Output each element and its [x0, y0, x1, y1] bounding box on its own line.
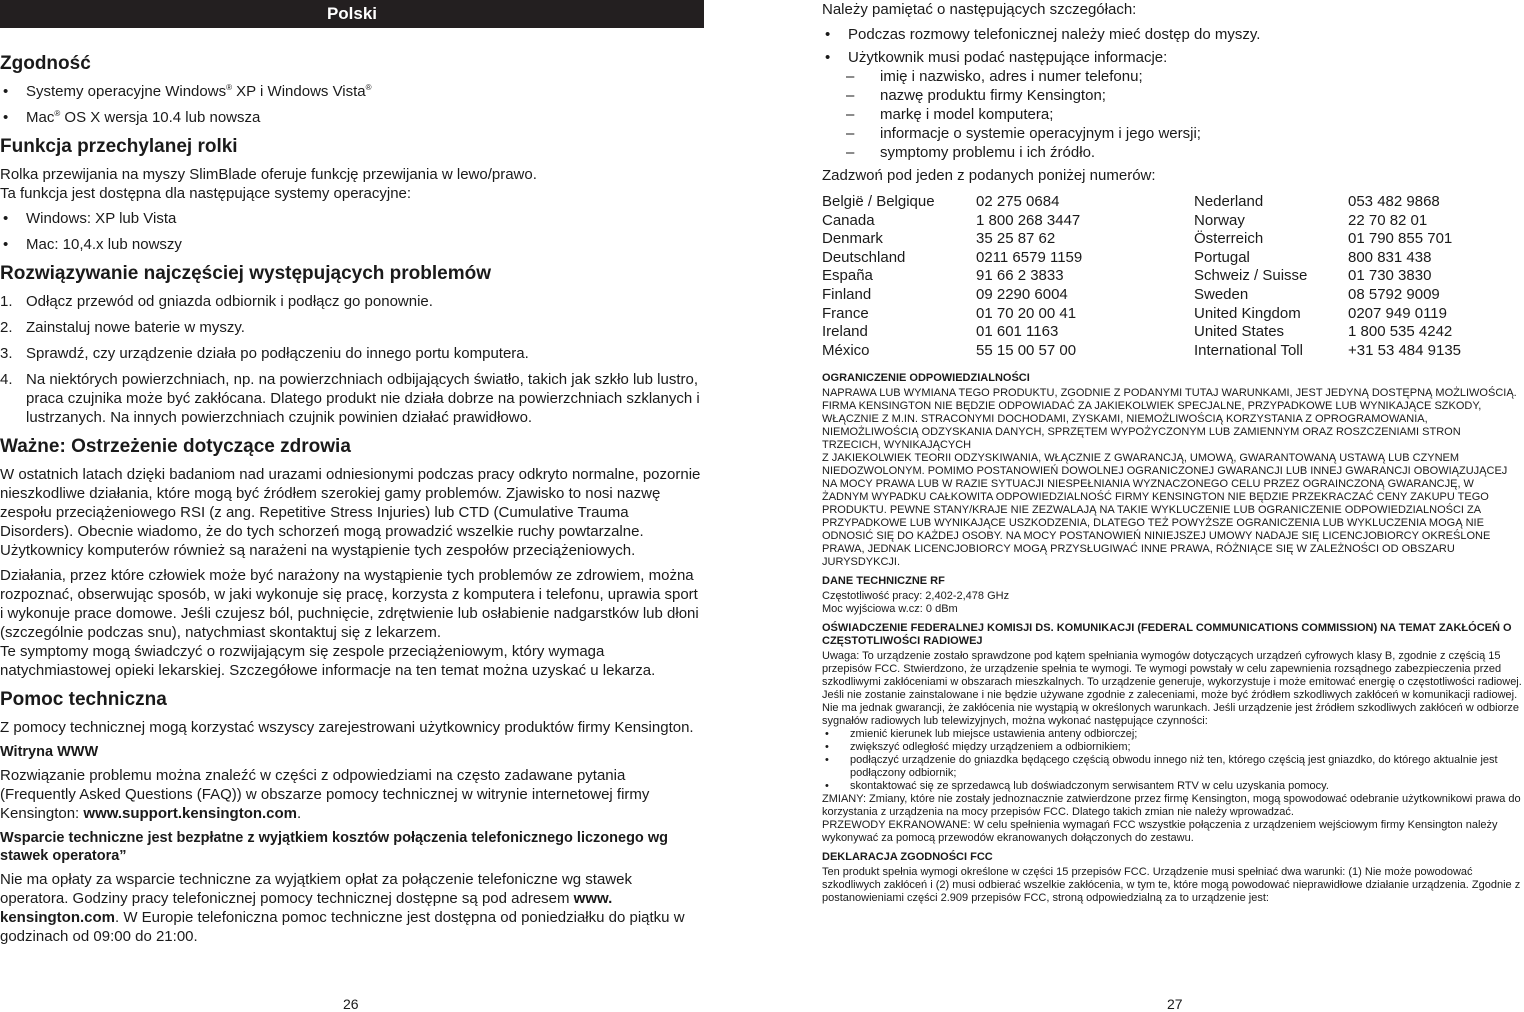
list-item: • Systemy operacyjne Windows® XP i Windows Vista® — [0, 82, 704, 101]
list-item: • Mac: 10,4.x lub nowszy — [0, 235, 704, 254]
phone-number: 09 2290 6004 — [976, 285, 1068, 303]
tilt-line-2: Ta funkcja jest dostępna dla następujące systemy operacyjne: — [0, 185, 412, 202]
page-number-right: 27 — [1167, 996, 1183, 1012]
liability-block — [822, 372, 1522, 569]
list-item: – informacje o systemie operacyjnym i jego wersji; — [822, 124, 1522, 143]
country: Österreich — [1194, 230, 1264, 248]
liability-text-1: NAPRAWA LUB WYMIANA TEGO PRODUKTU, ZGODNIE Z PODANYMI TUTAJ WARUNKAMI, JEST JEDYNĄ DOSTĘPNĄ MOŻLIWOŚCIĄ. FIRMA KENSINGTON NIE BĘDZIE ODPOWIADAĆ ZA JAKIEKOLWIEK SPECJALNE, PRZYPADKOWE LUB WYNIKAJĄCE SZKODY, WŁĄCZNIE Z M.IN. STRACONYMI DOCHODAMI, ZYSKAMI, NIEMOŻLIWOŚCIĄ KORZYSTANIA Z OPROGRAMOWANIA, NIEMOŻLIWOŚCIĄ ODZYSKANIA DANYCH, SPRZĘTEM WYPOŻYCZONYM LUB ZAMIENNYM ORAZ ROSZCZENIAMI STRON TRZECICH, WYNIKAJĄCYCH — [822, 387, 1517, 452]
legal-section — [822, 372, 1522, 905]
phone-number: 053 482 9868 — [1348, 193, 1440, 210]
phone-number: 35 25 87 62 — [976, 230, 1056, 248]
phone-number: 01 601 1163 — [976, 323, 1059, 341]
phone-number: 1 800 268 3447 — [976, 211, 1081, 229]
list-item: 2. Zainstaluj nowe baterie w myszy. — [0, 319, 245, 336]
country: France — [822, 304, 869, 322]
free-support-subtitle: Wsparcie techniczne jest bezpłatne z wyjątkiem kosztów połączenia telefonicznego liczonego wg stawek operatora” — [0, 830, 668, 864]
phone-number: 22 70 82 01 — [1348, 211, 1428, 229]
compatibility-title: Zgodność — [0, 53, 91, 74]
rf-block — [822, 575, 1522, 616]
language-label: Polski — [326, 4, 378, 23]
country: Denmark — [822, 230, 883, 248]
list-item: • zwiększyć odległość między urządzeniem a odbiornikiem; — [822, 741, 1522, 754]
country: International Toll — [1194, 341, 1303, 359]
country: United States — [1194, 323, 1285, 341]
page-number-left: 26 — [343, 996, 359, 1012]
list-item: • Użytkownik musi podać następujące informacje: — [822, 48, 1522, 67]
phone-number: 01 70 20 00 41 — [976, 304, 1077, 322]
country: Portugal — [1194, 248, 1250, 266]
health-section — [0, 435, 704, 680]
declaration-title: DEKLARACJA ZGODNOŚCI FCC — [822, 851, 993, 864]
phone-number: 0207 949 0119 — [1348, 304, 1447, 322]
fcc-shielded-cables: PRZEWODY EKRANOWANE: W celu spełnienia wymagań FCC wszystkie połączenia z urządzeniem wejściowym firmy Kensington należy wykonywać za pomocą przewodów ekranowanych dołączonych do zestawu. — [822, 819, 1498, 845]
web-paragraph: Rozwiązanie problemu można znaleźć w części z odpowiedziami na często zadawane pytania (Frequently Asked Questions (FAQ)) w obszarze pomocy technicznej w witrynie internetowej firmy Kensington: www.support.kensington.com. — [0, 767, 650, 822]
list-item: • Mac® OS X wersja 10.4 lub nowsza — [0, 108, 704, 127]
list-item: • podłączyć urządzenie do gniazdka będącego częścią obwodu innego niż ten, którego częścią jest gniazdko, do którego aktualnie jest podłączony odbiornik; — [822, 754, 1522, 780]
list-item: • zmienić kierunek lub miejsce ustawienia anteny odbiorczej; — [822, 728, 1522, 741]
country: Deutschland — [822, 248, 906, 266]
language-header-bar — [0, 0, 704, 28]
health-paragraph-3: Te symptomy mogą świadczyć o rozwijającym się zespole przeciążeniowym, który wymaga natychmiastowej opieki lekarskiej. Szczegółowe informacje na ten temat można uzyskać u lekarza. — [0, 643, 656, 679]
list-item: 1. Odłącz przewód od gniazda odbiornik i podłącz go ponownie. — [0, 293, 433, 310]
troubleshooting-section — [0, 262, 704, 427]
country: Finland — [822, 285, 872, 303]
rf-frequency: Częstotliwość pracy: 2,402-2,478 GHz — [822, 590, 1010, 603]
remember-heading: Należy pamiętać o następujących szczegółach: — [822, 1, 1137, 18]
phone-number: 01 790 855 701 — [1348, 230, 1453, 248]
phone-number: 1 800 535 4242 — [1348, 323, 1453, 341]
fcc-title: OŚWIADCZENIE FEDERALNEJ KOMISJI DS. KOMUNIKACJI (FEDERAL COMMUNICATIONS COMMISSION) NA TEMAT ZAKŁÓCEŃ O CZĘSTOTLIWOŚCI RADIOWEJ — [822, 622, 1512, 648]
phone-table — [822, 193, 1522, 360]
support-website-link[interactable]: www.support.kensington.com — [83, 805, 298, 822]
health-paragraph-2: Działania, przez które człowiek może być narażony na wystąpienie tych problemów ze zdrowiem, można rozpoznać, obserwując sposób, w jaki wykonuje się pracę, korzysta z komputera i telefonu, uprawia sport i wykonuje prace domowe. Jeśli czujesz ból, puchnięcie, zdrętwienie lub osłabienie nadgarstków lub dłoni (szczególnie podczas snu), natychmiast skontaktuj się z lekarzem. — [0, 567, 699, 641]
country: Canada — [822, 211, 875, 229]
country: México — [822, 341, 870, 359]
country: Ireland — [822, 323, 868, 341]
support-intro: Z pomocy technicznej mogą korzystać wszyscy zarejestrowani użytkownicy produktów firmy Kensington. — [0, 719, 694, 736]
liability-title: OGRANICZENIE ODPOWIEDZIALNOŚCI — [822, 372, 1030, 385]
troubleshooting-title: Rozwiązywanie najczęściej występujących problemów — [0, 263, 492, 284]
fcc-changes: ZMIANY: Zmiany, które nie zostały jednoznacznie zatwierdzone przez firmę Kensington, mogą spowodować odebranie użytkownikowi prawa do korzystania z urządzenia na mocy przepisów FCC. Dlatego takich zmian nie należy wprowadzać. — [822, 793, 1521, 819]
compatibility-section — [0, 52, 704, 127]
country: Norway — [1194, 211, 1245, 229]
phone-number: 02 275 0684 — [976, 193, 1060, 210]
list-item: • Windows: XP lub Vista — [0, 209, 704, 228]
list-item: 3. Sprawdź, czy urządzenie działa po podłączeniu do innego portu komputera. — [0, 345, 529, 362]
phone-number: +31 53 484 9135 — [1348, 341, 1462, 359]
declaration-block — [822, 851, 1522, 905]
required-info-list — [822, 67, 1522, 162]
list-item: – nazwę produktu firmy Kensington; — [822, 86, 1522, 105]
country: Schweiz / Suisse — [1194, 267, 1308, 285]
fcc-text-2: Nie ma jednak gwarancji, że zakłócenia nie wystąpią w określonych warunkach. Jeśli urządzenie jest źródłem szkodliwych zakłóceń w odbiorze sygnałów radiowych lub telewizyjnych, można wykonać następujące czynności: — [822, 702, 1519, 728]
phone-number: 08 5792 9009 — [1348, 285, 1440, 303]
country: België / Belgique — [822, 193, 935, 210]
support-section — [0, 688, 704, 946]
free-support-paragraph: Nie ma opłaty za wsparcie techniczne za wyjątkiem opłat za połączenie telefoniczne wg stawek operatora. Godziny pracy telefonicznej pomocy technicznej dostępne są pod adresem www. kensington.com. W Europie telefoniczna pomoc techniczne jest dostępna od poniedziałku do piątku w godzinach od 09:00 do 21:00. — [0, 871, 685, 945]
health-paragraph-1: W ostatnich latach dzięki badaniom nad urazami odniesionymi podczas pracy odkryto normalne, pozornie nieszkodliwe działania, które mogą być źródłem szerokiej gamy problemów. Zjawisko to nosi nazwę zespołu przeciążeniowego RSI (z ang. Repetitive Stress Injuries) lub CTD (Cumulative Trauma Disorders). Obecnie wiadomo, że do tych schorzeń mogą prowadzić wszelkie ruchy powtarzalne. Użytkownicy komputerów również są narażeni na wystąpienie tych zespołów przeciążeniowych. — [0, 466, 701, 559]
tilt-section — [0, 135, 704, 254]
health-title: Ważne: Ostrzeżenie dotyczące zdrowia — [0, 436, 351, 457]
rf-power: Moc wyjściowa w.cz: 0 dBm — [822, 603, 958, 616]
support-title: Pomoc techniczna — [0, 689, 167, 710]
tilt-line-1: Rolka przewijania na myszy SlimBlade oferuje funkcję przewijania w lewo/prawo. — [0, 166, 537, 183]
list-item: – symptomy problemu i ich źródło. — [822, 143, 1522, 162]
country: Sweden — [1194, 285, 1249, 303]
phone-number: 91 66 2 3833 — [976, 267, 1064, 285]
country: United Kingdom — [1194, 304, 1301, 322]
list-item: – imię i nazwisko, adres i numer telefonu; — [822, 67, 1522, 86]
declaration-text: Ten produkt spełnia wymogi określone w części 15 przepisów FCC. Urządzenie musi spełniać dwa warunki: (1) Nie może powodować szkodliwych zakłóceń i (2) musi odbierać wszelkie zakłócenia, w tym te, które mogą powodować nieprawidłowe działanie urządzenia. Zgodnie z postanowieniami części 2.909 przepisów FCC, stroną odpowiedzialną za to urządzenie jest: — [822, 866, 1521, 905]
country: España — [822, 267, 873, 285]
call-heading: Zadzwoń pod jeden z podanych poniżej numerów: — [822, 167, 1156, 184]
fcc-block — [822, 622, 1522, 845]
liability-text-2: Z JAKIEKOLWIEK TEORII ODZYSKIWANIA, WŁĄCZNIE Z GWARANCJĄ, UMOWĄ, GWARANTOWANĄ USTAWĄ LUB CZYNEM NIEDOZWOLONYM. POMIMO POSTANOWIEŃ DOWOLNEJ OGRANICZONEJ GWARANCJI LUB INNEJ GWARANCJI OBOWIĄZUJĄCEJ NA MOCY PRAWA LUB W RAZIE SYTUACJI NIESPEŁNIANIA WYZNACZONEGO CELU PRZEZ OGRAINCZONĄ GWARANCJĘ, W ŻADNYM WYPADKU CAŁKOWITA ODPOWIEDZIALNOŚĆ FIRMY KENSINGTON NIE BĘDZIE PRZEKRACZAĆ CENY ZAKUPU TEGO PRODUKTU. PEWNE STANY/KRAJE NIE ZEZWALAJĄ NA TAKIE WYKLUCZENIE LUB OGRANICZENIE ODPOWIEDZIALNOŚCI ZA PRZYPADKOWE LUB WYNIKAJĄCE USZKODZENIA, DLATEGO TEŻ POWYŻSZE OGRANICZENIA LUB WYKLUCZENIA MOGĄ NIE ODNOSIĆ SIĘ DO KAŻDEJ OSOBY. NA MOCY POSTANOWIEŃ NINIEJSZEJ UMOWY NADAJE SIĘ LICENCJOBIORCY OKREŚLONE PRAWA, JEDNAK LICENCJOBIORCY MOGĄ PRZYSŁUGIWAĆ INNE PRAWA, RÓŻNIĄCE SIĘ W ZALEŻNOŚCI OD OBSZARU JURYSDYKCJI. — [822, 452, 1508, 569]
list-item: – markę i model komputera; — [822, 105, 1522, 124]
tilt-title: Funkcja przechylanej rolki — [0, 136, 238, 157]
kensington-website-link[interactable]: www. kensington.com — [0, 890, 613, 926]
list-item: 4. Na niektórych powierzchniach, np. na powierzchniach odbijających światło, takich jak szkło lub lustro, praca czujnika może być zakłócana. Dlatego produkt nie działa dobrze na powierzchniach szklanych i lustrzanych. Na innych powierzchniach czujnik powinien działać prawidłowo. — [0, 371, 700, 426]
list-item: • skontaktować się ze sprzedawcą lub doświadczonym serwisantem RTV w celu uzyskania pomocy. — [822, 780, 1522, 793]
list-item: • Podczas rozmowy telefonicznej należy mieć dostęp do myszy. — [822, 25, 1522, 44]
phone-number: 800 831 438 — [1348, 248, 1432, 266]
phone-number: 01 730 3830 — [1348, 267, 1432, 285]
web-subtitle: Witryna WWW — [0, 744, 99, 760]
rf-title: DANE TECHNICZNE RF — [822, 575, 945, 588]
phone-number: 55 15 00 57 00 — [976, 341, 1077, 359]
fcc-text-1: Uwaga: To urządzenie zostało sprawdzone pod kątem spełniania wymogów dotyczących urządzeń cyfrowych klasy B, zgodnie z częścią 15 przepisów FCC. Stwierdzono, że urządzenie spełnia te wymogi. Te wymogi powstały w celu zapewnienia rozsądnego zabezpieczenia przed szkodliwymi zakłóceniami w obszarach mieszkalnych. To urządzenie generuje, wykorzystuje i może emitować energię o częstotliwości radiowej. Jeśli nie zostanie zainstalowane i nie będzie używane zgodnie z zaleceniami, może być źródłem szkodliwych zakłóceń w komunikacji radiowej. — [822, 650, 1522, 702]
country: Nederland — [1194, 193, 1264, 210]
phone-number: 0211 6579 1159 — [976, 248, 1083, 266]
